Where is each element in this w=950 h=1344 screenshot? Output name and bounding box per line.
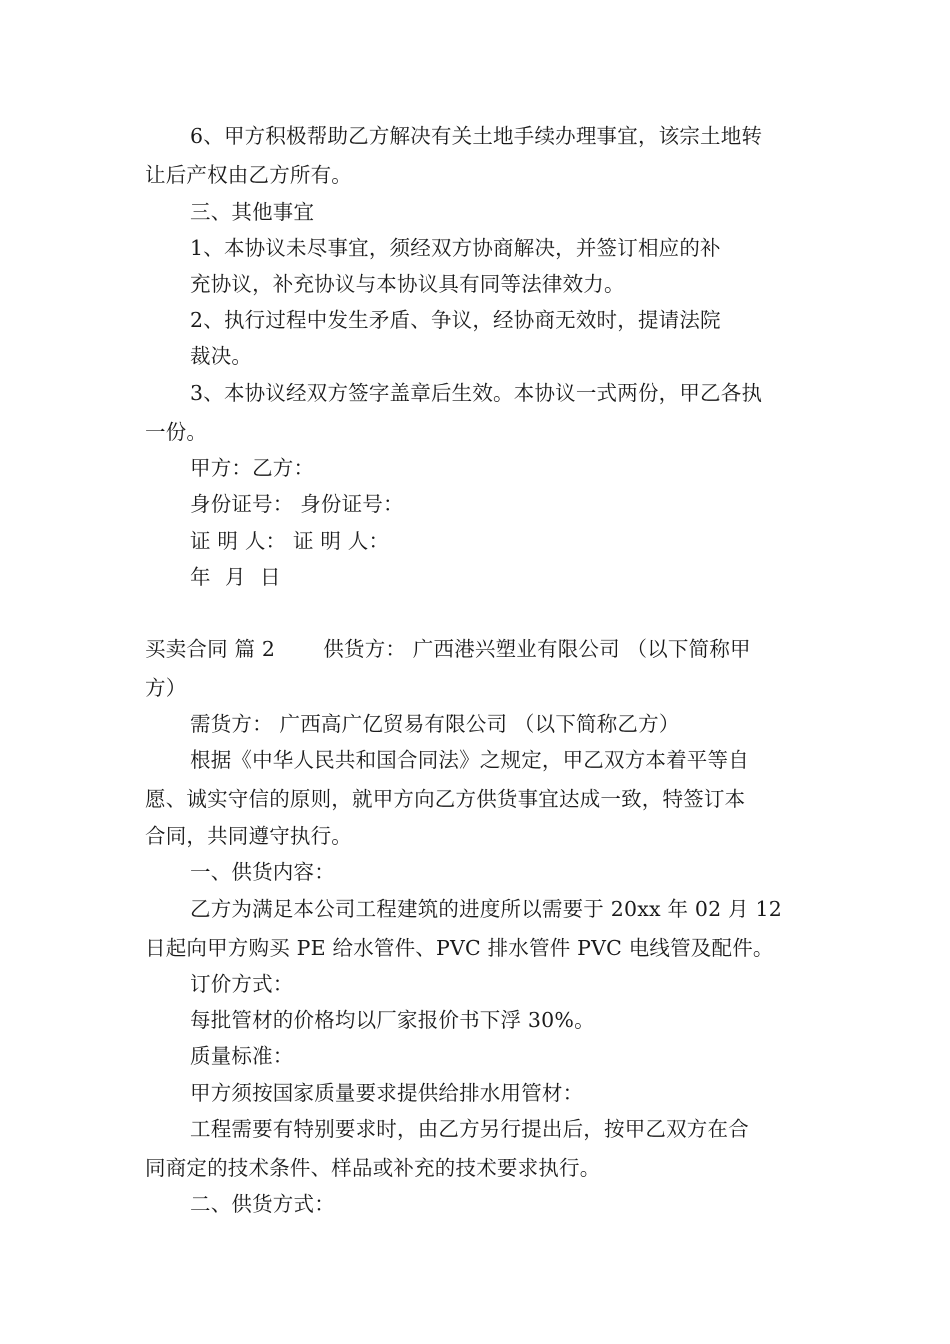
quality-heading: 质量标准： xyxy=(190,1044,294,1068)
special-requirements-line-1: 工程需要有特别要求时，由乙方另行提出后，按甲乙双方在合 xyxy=(190,1117,749,1141)
clause-3-2-line-2: 裁决。 xyxy=(190,344,253,368)
clause-3-3-line-2: 一份。 xyxy=(145,420,208,444)
pricing-heading: 订价方式： xyxy=(190,972,294,996)
special-requirements-line-2: 同商定的技术条件、样品或补充的技术要求执行。 xyxy=(145,1156,601,1180)
preamble-line-1: 根据《中华人民共和国合同法》之规定，甲乙双方本着平等自 xyxy=(190,748,749,772)
section-2-heading: 二、供货方式： xyxy=(190,1192,335,1216)
clause-3-1-line-2: 充协议，补充协议与本协议具有同等法律效力。 xyxy=(190,272,625,296)
witness-line: 证 明 人： 证 明 人： xyxy=(190,529,390,553)
section-3-heading: 三、其他事宜 xyxy=(190,200,315,224)
clause-3-2-line-1: 2、执行过程中发生矛盾、争议，经协商无效时，提请法院 xyxy=(190,308,721,332)
date-line: 年 月 日 xyxy=(190,565,285,589)
supply-content-line-2: 日起向甲方购买 PE 给水管件、PVC 排水管件 PVC 电线管及配件。 xyxy=(145,936,774,960)
preamble-line-3: 合同，共同遵守执行。 xyxy=(145,824,352,848)
buyer-line: 需货方： 广西高广亿贸易有限公司 （以下简称乙方） xyxy=(190,712,680,736)
contract-2-header-line-1: 买卖合同 篇 2 供货方： 广西港兴塑业有限公司 （以下简称甲 xyxy=(145,637,751,661)
clause-3-3-line-1: 3、本协议经双方签字盖章后生效。本协议一式两份，甲乙各执 xyxy=(190,381,763,405)
section-1-heading: 一、供货内容： xyxy=(190,860,335,884)
supply-content-line-1: 乙方为满足本公司工程建筑的进度所以需要于 20xx 年 02 月 12 xyxy=(190,897,782,921)
id-number-line: 身份证号： 身份证号： xyxy=(190,492,404,516)
clause-6-line-2: 让后产权由乙方所有。 xyxy=(145,163,352,187)
clause-6-line-1: 6、甲方积极帮助乙方解决有关土地手续办理事宜，该宗土地转 xyxy=(190,124,763,148)
pricing-text: 每批管材的价格均以厂家报价书下浮 30%。 xyxy=(190,1008,595,1032)
quality-text: 甲方须按国家质量要求提供给排水用管材： xyxy=(190,1081,584,1105)
clause-3-1-line-1: 1、本协议未尽事宜，须经双方协商解决，并签订相应的补 xyxy=(190,236,721,260)
party-signature-line: 甲方：乙方： xyxy=(190,456,315,480)
contract-2-header-line-2: 方） xyxy=(145,676,187,700)
preamble-line-2: 愿、诚实守信的原则，就甲方向乙方供货事宜达成一致，特签订本 xyxy=(145,787,746,811)
